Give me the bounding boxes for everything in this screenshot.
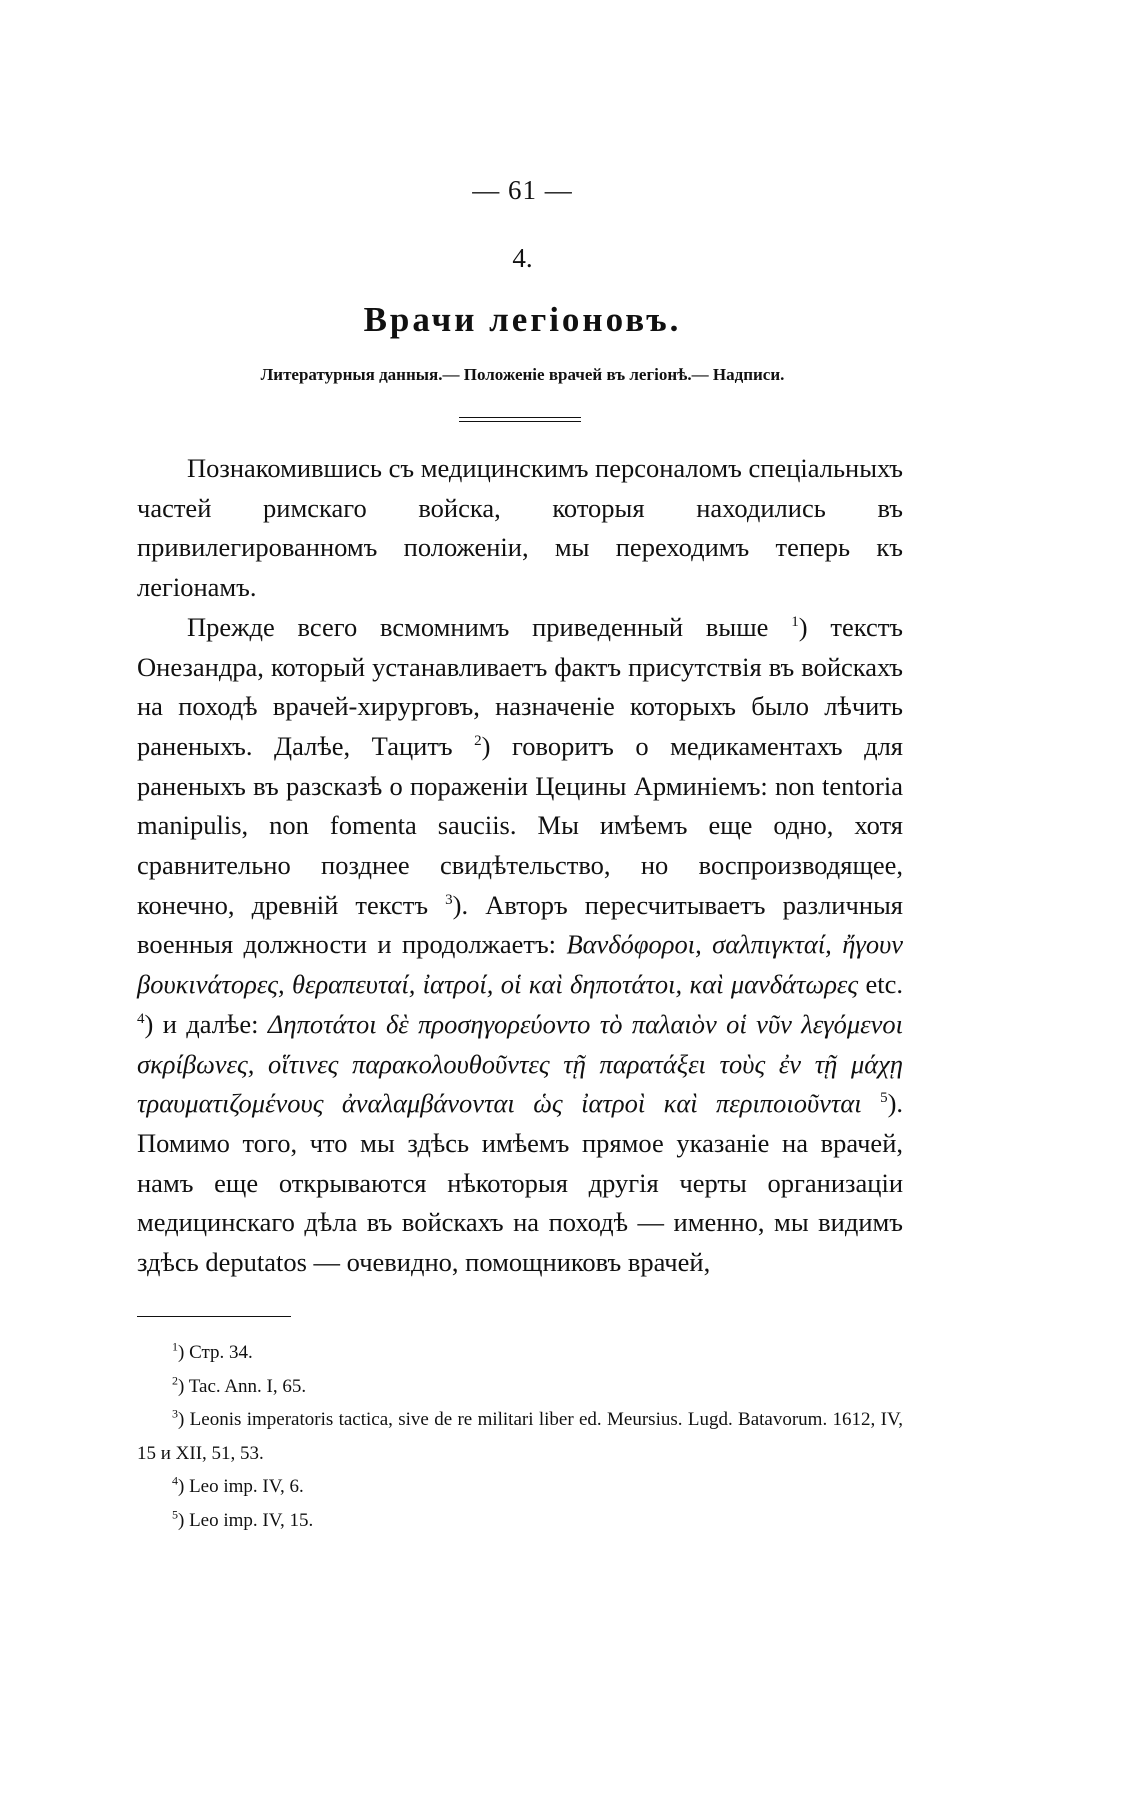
footnote-1 [137,1336,903,1370]
p2-text-3: ) говоритъ о медикаментахъ для раненыхъ въ разсказѣ о пораженіи Цецины Арминіемъ: non tentoria manipulis, non fomenta sauciis. Мы имѣемъ еще одно, хотя сравнительно позднее свидѣтельство, но воспроизводящее, конечно, древній текстъ [137,730,903,920]
footnote-3-text: ) Leonis imperatoris tactica, sive de re militari liber ed. Meursius. Lugd. Batavorum. 1612, IV, 15 и XII, 51, 53. [137,1409,903,1464]
footnote-ref-3: 3 [445,891,453,908]
footnotes [137,1336,903,1537]
double-rule-divider [459,417,581,422]
footnote-rule [137,1316,291,1317]
p2-text-1: Прежде всего всмомнимъ приведенный выше [187,611,792,642]
footnote-ref-5: 5 [880,1090,888,1107]
footnote-1-text: ) Стр. 34. [178,1342,253,1363]
footnote-2-num: 2 [172,1373,178,1388]
footnote-2-text: ) Tac. Ann. I, 65. [178,1375,307,1397]
footnote-ref-1: 1 [791,613,799,630]
greek-quote-1: Βανδόφοροι, σαλπιγκταί, ἤγουν βουκινάτορες, θεραπευταί, ἰατροί, οἱ καὶ δηποτάτοι, καὶ μανδάτωρες [137,929,903,1000]
footnote-5-text: ) Leo imp. IV, 15. [178,1509,314,1531]
footnote-4-text: ) Leo imp. IV, 6. [178,1476,304,1497]
paragraph-1: Познакомившись съ медицинскимъ персоналомъ спеціальныхъ частей римскаго войска, которыя находились въ привилегированномъ положеніи, мы переходимъ теперь къ легіонамъ. [137,453,903,603]
footnote-2 [137,1370,903,1404]
footnote-4-num: 4 [172,1473,178,1488]
p2-text-6: ) и далѣе: [144,1008,268,1039]
footnote-5 [137,1504,903,1538]
footnote-4 [137,1470,903,1504]
p2-text-4: ). Авторъ пересчитываетъ различныя военныя должности и продолжаетъ: [137,889,903,960]
p2-text-7 [862,1088,880,1118]
chapter-subtitle: Литературныя данныя.— Положеніе врачей въ легіонѣ.— Надписи. [260,365,785,384]
chapter-number: 4. [512,243,533,273]
p2-text-8: ). Помимо того, что мы здѣсь имѣемъ прямое указаніе на врачей, намъ еще открываются нѣкоторыя другія черты организаціи медицинскаго дѣла въ войскахъ на походѣ — именно, мы видимъ здѣсь deputatos — очевидно, помощниковъ врачей, [137,1088,904,1278]
greek-quote-2: Δηποτάτοι δὲ προσηγορεύοντο τὸ παλαιὸν οἱ νῦν λεγόμενοι σκρίβωνες, οἵτινες παρακολουθοῦντες τῇ παρατάξει τοὺς ἐν τῇ μάχῃ τραυματιζομένους ἀναλαμβάνονται ὡς ἰατροὶ καὶ περιποιοῦνται [137,1008,903,1119]
footnote-3 [137,1403,903,1470]
page-number: — 61 — [472,175,573,205]
footnote-5-num: 5 [172,1507,178,1522]
p2-text-2: ) текстъ Онезандра, который устанавливаетъ фактъ присутствія въ войскахъ на походѣ врачей-хирурговъ, назначеніе которыхъ было лѣчить раненыхъ. Далѣе, Тацитъ [137,611,903,761]
footnote-3-num: 3 [172,1406,178,1421]
footnote-1-num: 1 [172,1339,178,1354]
chapter-title: Врачи легіоновъ. [363,300,682,339]
footnote-ref-2: 2 [474,733,482,750]
body-text [137,449,903,1283]
footnote-ref-4: 4 [137,1011,145,1028]
p2-text-5: etc. [858,969,903,1000]
paragraph-2 [137,608,903,1283]
